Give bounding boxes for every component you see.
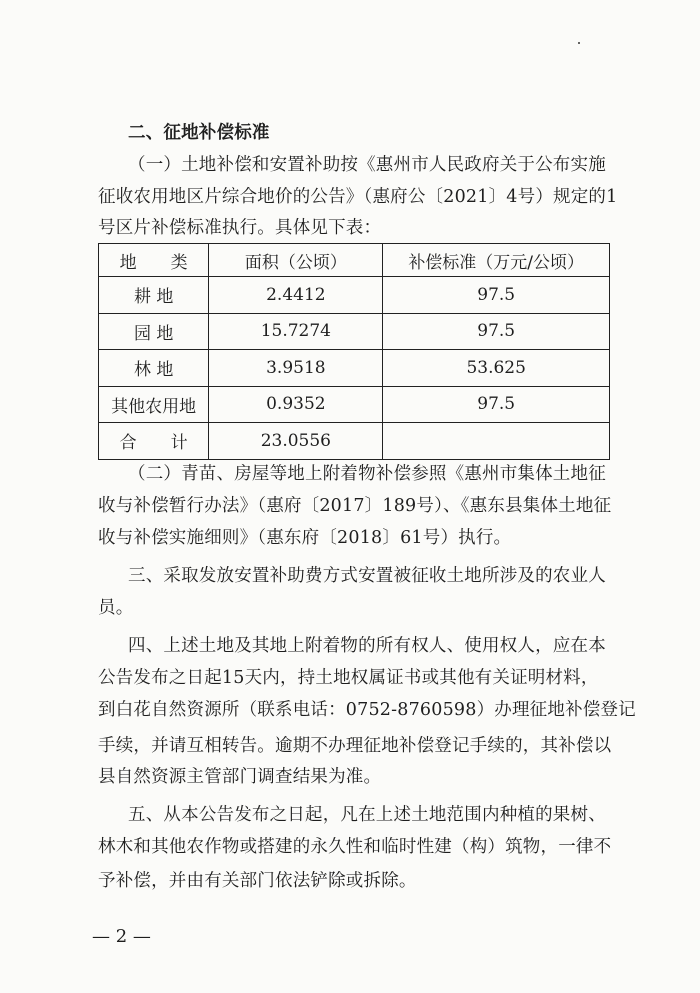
table-header-row (99, 244, 610, 277)
table-cell: 其他农用地 (99, 386, 209, 423)
column-header-standard: 补偿标准（万元/公顷） (383, 244, 610, 277)
table-cell: 耕 地 (99, 277, 209, 314)
table-cell: 97.5 (383, 386, 610, 423)
paragraph-line: 收与补偿实施细则》（惠东府〔2018〕61号）执行。 (98, 528, 512, 548)
table-cell: 53.625 (383, 350, 610, 387)
table-row (99, 313, 610, 350)
table-cell: 97.5 (383, 313, 610, 350)
paragraph-line: 县自然资源主管部门调查结果为准。 (98, 767, 382, 787)
paragraph-line: 四、上述土地及其地上附着物的所有权人、使用权人，应在本 (128, 636, 606, 656)
compensation-table (98, 243, 610, 460)
table-cell: 林 地 (99, 350, 209, 387)
paragraph-line: 收与补偿暂行办法》（惠府〔2017〕189号）、《惠东县集体土地征 (98, 496, 612, 516)
page-number: — 2 — (92, 926, 151, 947)
paragraph-line: 手续，并请互相转告。逾期不办理征地补偿登记手续的，其补偿以 (98, 736, 612, 756)
paragraph-line: 三、采取发放安置补助费方式安置被征收土地所涉及的农业人 (128, 566, 606, 586)
paragraph-line: （一）土地补偿和安置补助按《惠州市人民政府关于公布实施 (128, 155, 606, 175)
section-heading-compensation-standard: 二、征地补偿标准 (128, 123, 270, 143)
table-row (99, 350, 610, 387)
column-header-area: 面积（公顷） (209, 244, 383, 277)
table-cell (383, 423, 610, 460)
table-row (99, 386, 610, 423)
table-cell: 97.5 (383, 277, 610, 314)
table-cell: 3.9518 (209, 350, 383, 387)
paragraph-line: 予补偿，并由有关部门依法铲除或拆除。 (98, 871, 417, 891)
table-cell: 23.0556 (209, 423, 383, 460)
scan-speck (578, 42, 580, 44)
paragraph-line: 公告发布之日起15天内，持土地权属证书或其他有关证明材料， (98, 668, 599, 688)
paragraph-line: 员。 (98, 598, 134, 618)
paragraph-line: 五、从本公告发布之日起，凡在上述土地范围内种植的果树、 (128, 805, 606, 825)
table-cell: 2.4412 (209, 277, 383, 314)
table-cell: 15.7274 (209, 313, 383, 350)
table-cell: 0.9352 (209, 386, 383, 423)
table-cell: 合 计 (99, 423, 209, 460)
table-row-total (99, 423, 610, 460)
paragraph-line: （二）青苗、房屋等地上附着物补偿参照《惠州市集体土地征 (128, 464, 606, 484)
column-header-land-type: 地 类 (99, 244, 209, 277)
paragraph-line: 林木和其他农作物或搭建的永久性和临时性建（构）筑物，一律不 (98, 837, 612, 857)
paragraph-line: 到白花自然资源所（联系电话：0752-8760598）办理征地补偿登记 (98, 700, 636, 720)
paragraph-line: 号区片补偿标准执行。具体见下表： (98, 218, 382, 238)
table-cell: 园 地 (99, 313, 209, 350)
table-row (99, 277, 610, 314)
paragraph-line: 征收农用地区片综合地价的公告》（惠府公〔2021〕4号）规定的1 (98, 187, 618, 207)
